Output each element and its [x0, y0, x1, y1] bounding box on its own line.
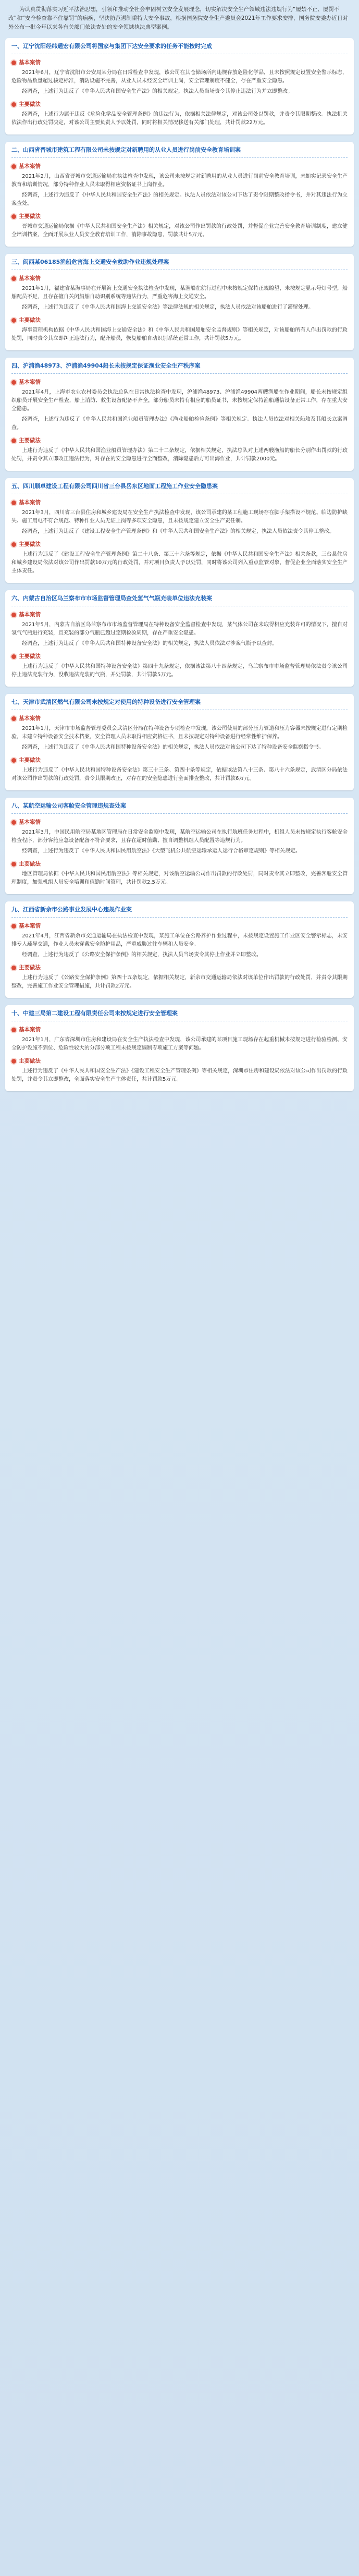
- case-paragraph: 经调查，上述行为违反了《公路安全保护条例》的相关规定，执法人员当场责令其停止作业并立即整改。: [22, 952, 262, 958]
- bullet-dot-icon: [11, 164, 16, 169]
- bullet-dot-icon: [11, 276, 16, 281]
- bullet-dot-icon: [11, 820, 16, 825]
- section-heading-label: 主要做法: [19, 757, 41, 763]
- case-paragraph: 经调查，上述行为违反了《中华人民共和国渔业船员管理办法》《渔业船舶检验条例》等相关规定。执法人员依法对相关船舶及其船长立案调查。: [11, 417, 348, 431]
- section-heading: [11, 100, 348, 108]
- section-heading: [11, 540, 348, 548]
- case-card: [5, 38, 354, 135]
- bullet-dot-icon: [11, 613, 16, 617]
- case-paragraph: 2021年4月，上海市农业农村委员会执法总队在日常执法检查中发现，沪浦渔48973、沪浦渔49904两艘渔船在作业期间，船长未按规定组织船员开展安全生产检查，船上消防、救生设备配备不齐全，部分船员未持有相应的船员证书，未按规定保持渔船通信设备正常工作，存在重大安全隐患。: [11, 389, 348, 412]
- case-title: 八、某航空运输公司客舱安全管理违规查处案: [11, 798, 348, 814]
- case-paragraph: 2021年3月，四川省三台县住房和城乡建设局在安全生产执法检查中发现，该公司承建的某工程施工现场存在脚手架搭设不规范、临边防护缺失、施工用电不符合规范、特种作业人员无证上岗等多项安全隐患，且未按规定建立安全生产责任制。: [11, 510, 348, 524]
- case-title: 二、山西省晋城市建筑工程有限公司未按规定对新聘用的从业人员进行岗前安全教育培训案: [11, 142, 348, 158]
- case-paragraph: 地区管理局依据《中华人民共和国民用航空法》等相关规定，对该航空运输公司作出罚款的行政处罚，同时责令其立即整改，完善客舱安全管理制度，加强机组人员安全培训和值勤时间管理，共计罚款2.5万元。: [11, 871, 348, 885]
- section-heading-label: 主要做法: [19, 541, 41, 547]
- section-heading: [11, 162, 348, 170]
- section-heading: [11, 818, 348, 826]
- case-paragraph: 经调查，上述行为违反了《建设工程安全生产管理条例》和《中华人民共和国安全生产法》的相关规定，执法人员依法责令其停工整改。: [22, 529, 335, 534]
- bullet-dot-icon: [11, 1028, 16, 1032]
- case-paragraph: 经调查，上述行为违反了《中华人民共和国特种设备安全法》的相关规定，执法人员依法对该公司下达了特种设备安全监察指令书。: [22, 744, 324, 750]
- section-heading-label: 基本案情: [19, 499, 41, 506]
- section-heading: [11, 212, 348, 221]
- case-paragraph: 2021年3月，中国民用航空局某地区管理局在日常安全监察中发现，某航空运输公司在执行航班任务过程中，机组人员未按规定执行客舱安全检查程序，部分客舱应急设备配备不符合要求，且存在超时值勤、擅自调整机组人员配置等违规行为。: [11, 829, 348, 844]
- case-title: 六、内蒙古自治区乌兰察布市市场监督管理局查处氢气气瓶充装单位违法充装案: [11, 590, 348, 606]
- case-paragraph: 上述行为违反了《建设工程安全生产管理条例》第二十八条、第三十六条等规定，依据《中华人民共和国安全生产法》相关条款，三台县住房和城乡建设局依法对该公司作出罚款10万元的行政处罚，并对项目负责人予以处罚，同时将该公司列入重点监管对象，督促企业全面落实安全生产主体责任。: [11, 552, 348, 574]
- section-heading-label: 主要做法: [19, 965, 41, 971]
- case-paragraph: 上述行为违反了《中华人民共和国渔业船员管理办法》第二十二条规定，依据相关规定，执法总队对上述两艘渔船的船长分别作出罚款的行政处罚，并责令其立即改正违法行为，对存在的安全隐患进行全面整改，消除隐患后方可出海作业，共计罚款2000元。: [11, 448, 348, 462]
- intro-paragraph: 为认真贯彻落实习近平法治思想，引领和推动全社会牢固树立安全发展理念，切实解决安全生产领域违法违规行为“屡禁不止、屡罚不改”和“安全检查靠不住靠罚”的痼疾，坚决防范遏制重特大安全事故，根据国务院安全生产委员会2021年工作要求安排，国务院安委办近日对外公布一批今年以来各有关部门依法查处的安全领域执法典型案例。: [8, 6, 349, 30]
- bullet-dot-icon: [11, 758, 16, 763]
- case-paragraph: 2021年4月，江西省新余市交通运输局在执法检查中发现，某施工单位在公路养护作业过程中，未按规定设置施工作业区安全警示标志，未安排专人疏导交通，作业人员未穿戴安全防护用品，严重威胁过往车辆和人员安全。: [11, 933, 348, 947]
- case-title: 九、江西省新余市公路事业发展中心违规作业案: [11, 901, 348, 918]
- case-paragraph: 经调查，上述行为违反了《中华人民共和国民用航空法》《大型飞机公共航空运输承运人运行合格审定规则》等相关规定。: [22, 848, 301, 854]
- case-card: [5, 478, 354, 583]
- section-heading: [11, 1025, 348, 1034]
- section-heading-label: 主要做法: [19, 653, 41, 660]
- section-heading: [11, 652, 348, 661]
- bullet-dot-icon: [11, 500, 16, 505]
- section-heading-label: 基本案情: [19, 379, 41, 385]
- section-heading-label: 基本案情: [19, 163, 41, 169]
- case-paragraph: 上述行为违反了《公路安全保护条例》第四十五条规定，依据相关规定，新余市交通运输局依法对该单位作出罚款的行政处罚，并责令其限期整改，完善施工作业安全管理措施，共计罚款2万元。: [11, 975, 348, 989]
- bullet-dot-icon: [11, 966, 16, 970]
- bullet-dot-icon: [11, 862, 16, 866]
- bullet-dot-icon: [11, 380, 16, 385]
- case-paragraph: 经调查，上述行为违反了《中华人民共和国海上交通安全法》等法律法规的相关规定，执法人员依法对该船舶进行了滞留处理。: [22, 304, 314, 310]
- case-paragraph: 经调查，上述行为违反了《中华人民共和国特种设备安全法》的相关规定，执法人员依法对涉案气瓶予以查封。: [22, 641, 277, 646]
- section-heading-label: 主要做法: [19, 861, 41, 867]
- bullet-dot-icon: [11, 60, 16, 65]
- case-paragraph: 2021年1月，天津市市场监督管理委员会武清区分局在特种设备专项检查中发现，该公司使用的部分压力管道和压力容器未按规定进行定期检验，未建立特种设备安全技术档案，安全管理人员未取得相应资格证书，且未按规定对特种设备进行经常性维护保养。: [11, 726, 348, 740]
- section-heading-label: 基本案情: [19, 59, 41, 66]
- case-title: 五、四川顺卓建设工程有限公司四川省三台县岳东区地面工程施工作业安全隐患案: [11, 478, 348, 494]
- section-heading: [11, 378, 348, 386]
- section-heading: [11, 860, 348, 868]
- section-heading-label: 主要做法: [19, 1058, 41, 1064]
- case-card: [5, 142, 354, 247]
- bullet-dot-icon: [11, 542, 16, 547]
- section-heading: [11, 611, 348, 619]
- section-heading: [11, 714, 348, 723]
- case-paragraph: 2021年1月，福建省某海事局在开展海上交通安全执法检查中发现，某渔船在航行过程中未按规定保持正规瞭望，未按规定显示号灯号型，船舶配员不足，且存在擅自关闭船舶自动识别系统等违法行为，严重危害海上交通安全。: [11, 286, 348, 300]
- section-heading-label: 主要做法: [19, 317, 41, 323]
- section-heading: [11, 922, 348, 930]
- section-heading: [11, 963, 348, 972]
- case-card: [5, 798, 354, 894]
- section-heading-label: 基本案情: [19, 1027, 41, 1033]
- section-heading: [11, 1057, 348, 1065]
- case-title: 四、沪浦渔48973、沪浦渔49904船长未按规定保证渔业安全生产秩序案: [11, 358, 348, 374]
- bullet-dot-icon: [11, 102, 16, 107]
- section-heading-label: 基本案情: [19, 819, 41, 825]
- case-paragraph: 海事管理机构依据《中华人民共和国海上交通安全法》和《中华人民共和国船舶安全监督规则》等相关规定，对该船舶所有人作出罚款的行政处罚，同时责令其立即纠正违法行为，配齐船员，恢复船舶自动识别系统正常工作，共计罚款5万元。: [11, 327, 348, 341]
- case-paragraph: 2021年6月，辽宁省沈阳市公安局某分局在日常检查中发现，该公司在其仓储场所内违规存放危险化学品，且未按照规定设置安全警示标志，危险物品数量超过核定标准，消防设施不完善，从业人员未经安全培训上岗，安全管理制度不健全，存在严重安全隐患。: [11, 70, 348, 84]
- case-paragraph: 经调查，上述行为属于违反《危险化学品安全管理条例》的违法行为，依据相关法律规定，对该公司处以罚款，并责令其限期整改。执法机关依法作出行政处罚决定，对该公司主要负责人予以处罚，同时将相关情况移送有关部门处理，共计罚款22万元。: [11, 112, 348, 126]
- bullet-dot-icon: [11, 654, 16, 659]
- section-heading: [11, 498, 348, 507]
- section-heading-label: 基本案情: [19, 923, 41, 929]
- case-list: [5, 38, 354, 1091]
- bullet-dot-icon: [11, 318, 16, 323]
- case-card: [5, 590, 354, 687]
- case-card: [5, 901, 354, 998]
- section-heading-label: 主要做法: [19, 101, 41, 107]
- case-title: 十、中建三局第二建设工程有限责任公司未按规定进行安全管理案: [11, 1005, 348, 1021]
- bullet-dot-icon: [11, 924, 16, 929]
- section-heading: [11, 274, 348, 283]
- case-card: [5, 1005, 354, 1091]
- section-heading-label: 主要做法: [19, 213, 41, 219]
- bullet-dot-icon: [11, 438, 16, 443]
- section-heading-label: 基本案情: [19, 275, 41, 282]
- case-paragraph: 2021年2月，山西省晋城市交通运输局在执法检查中发现，该公司未按规定对新聘用的从业人员进行岗前安全教育培训，未如实记录安全生产教育和培训情况，部分特种作业人员未取得相应资格证书上岗作业。: [11, 174, 348, 188]
- case-paragraph: 晋城市交通运输局依据《中华人民共和国安全生产法》相关规定，对该公司作出罚款的行政处罚，并督促企业完善安全教育培训制度，建立健全培训档案，全面开展从业人员安全教育培训工作，消除事故隐患，罚款共计5万元。: [11, 224, 348, 238]
- section-heading-label: 基本案情: [19, 612, 41, 618]
- section-heading: [11, 756, 348, 764]
- case-card: [5, 358, 354, 471]
- case-paragraph: 经调查，上述行为违反了《中华人民共和国安全生产法》的相关规定。执法人员依法对该公司下达了责令限期整改指令书，并对其违法行为立案查处。: [11, 192, 348, 206]
- case-title: 一、辽宁沈阳经纬通宏有限公司将国家与集团下达安全要求的任务不能按时完成: [11, 38, 348, 54]
- bullet-dot-icon: [11, 1059, 16, 1064]
- section-heading-label: 基本案情: [19, 715, 41, 722]
- section-heading: [11, 58, 348, 67]
- case-title: 三、闽西某06185渔船危害海上交通安全救助作业违规处理案: [11, 254, 348, 270]
- case-paragraph: 经调查，上述行为违反了《中华人民共和国安全生产法》的相关规定，执法人员当场责令其停止违法行为并立即整改。: [22, 89, 293, 94]
- bullet-dot-icon: [11, 214, 16, 219]
- bullet-dot-icon: [11, 716, 16, 721]
- case-paragraph: 2021年1月，广东省深圳市住房和建设局在安全生产执法检查中发现，该公司承建的某项目施工现场存在起重机械未按规定进行检验检测、安全防护设施不到位、危险性较大的分部分项工程未按规定编制专项施工方案等问题。: [11, 1037, 348, 1051]
- case-paragraph: 上述行为违反了《中华人民共和国特种设备安全法》第三十三条、第四十条等规定，依据该法第八十三条、第八十六条规定，武清区分局依法对该公司作出罚款的行政处罚，责令其限期改正，对存在的安全隐患进行全面排查整改，共计罚款6万元。: [11, 767, 348, 782]
- case-paragraph: 2021年5月，内蒙古自治区乌兰察布市市场监督管理局在特种设备安全监督检查中发现，某气体公司在未取得相应充装许可的情况下，擅自对氢气气瓶进行充装，且充装的部分气瓶已超过定期检验周期，存在严重安全隐患。: [11, 622, 348, 636]
- section-heading: [11, 316, 348, 324]
- case-paragraph: 上述行为违反了《中华人民共和国特种设备安全法》第四十九条规定，依据该法第八十四条规定，乌兰察布市市场监督管理局依法责令该公司停止违法充装行为，没收违法充装的气瓶，并处罚款，共计罚款5万元。: [11, 664, 348, 678]
- section-heading: [11, 436, 348, 445]
- case-title: 七、天津市武清区燃气有限公司未按规定对使用的特种设备进行安全管理案: [11, 694, 348, 710]
- case-card: [5, 254, 354, 350]
- case-card: [5, 694, 354, 790]
- case-paragraph: 上述行为违反了《中华人民共和国安全生产法》《建设工程安全生产管理条例》等相关规定，深圳市住房和建设局依法对该公司作出罚款的行政处罚，并责令其立即整改，全面落实安全生产主体责任，共计罚款5万元。: [11, 1068, 348, 1082]
- section-heading-label: 主要做法: [19, 437, 41, 444]
